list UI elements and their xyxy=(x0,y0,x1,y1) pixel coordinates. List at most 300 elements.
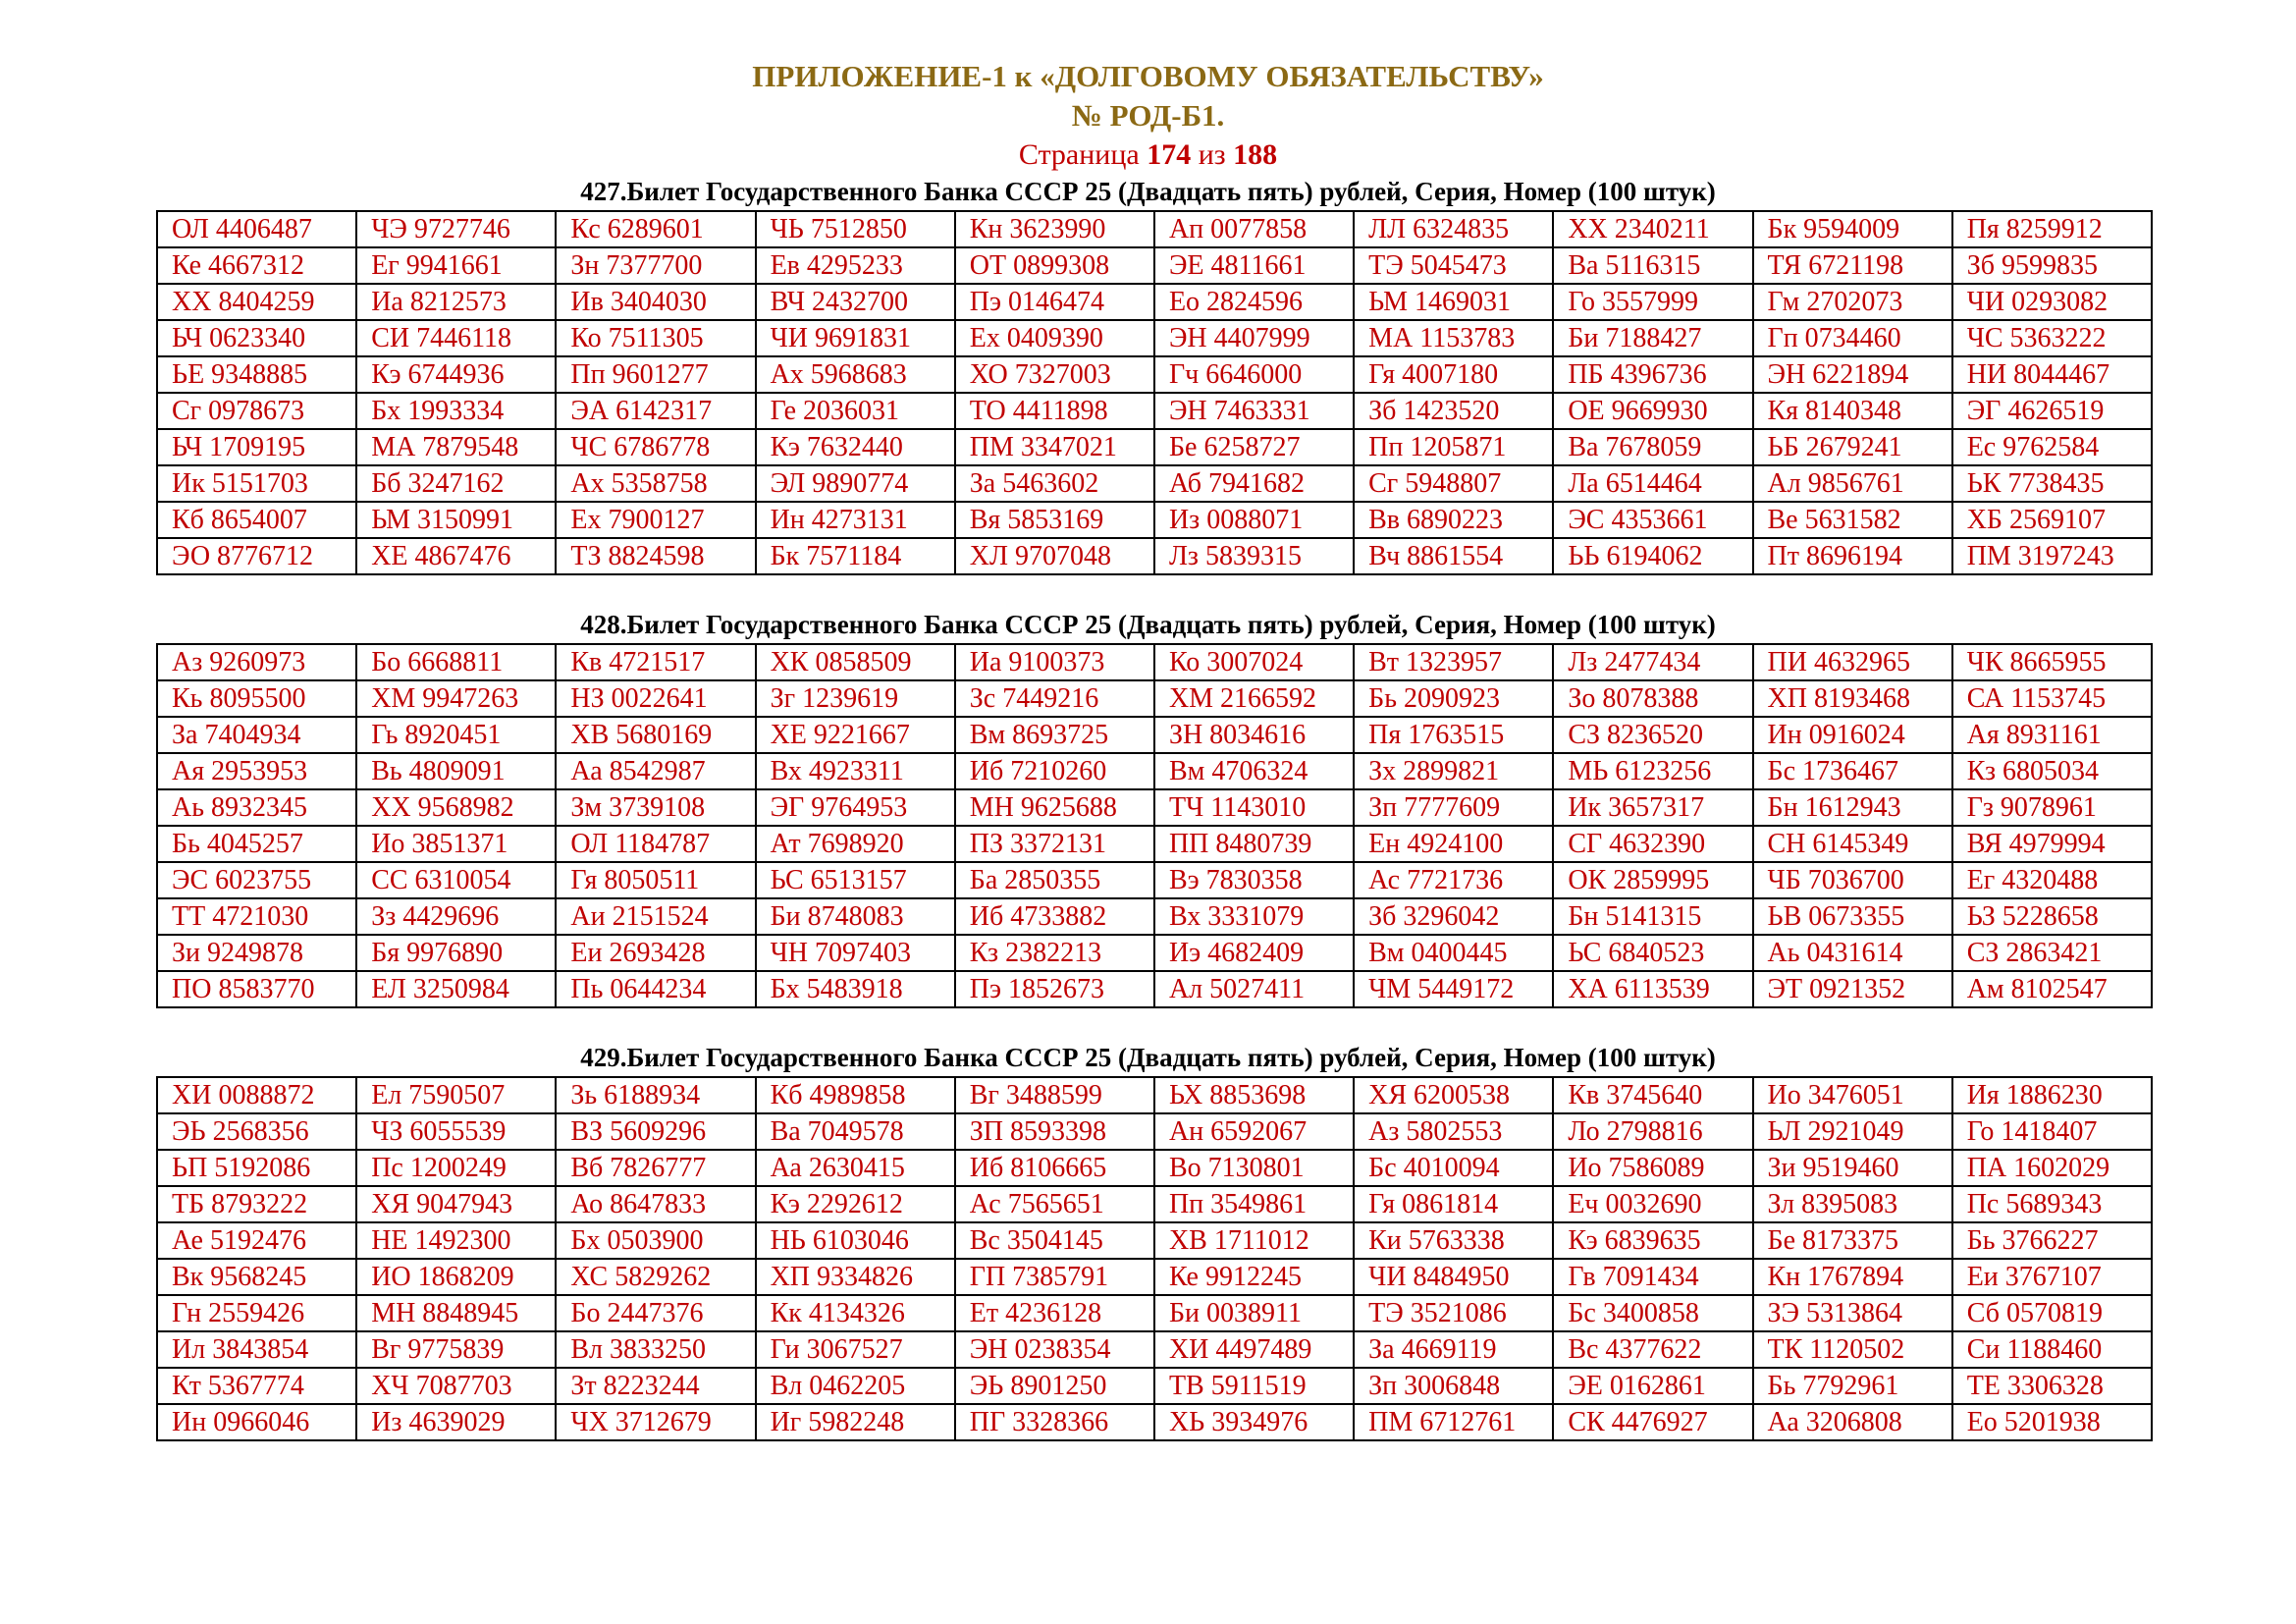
serial-number-cell: ОТ 0899308 xyxy=(955,247,1154,284)
serial-number-cell: Ио 3476051 xyxy=(1753,1077,1952,1113)
serial-number-cell: ХЕ 4867476 xyxy=(356,538,556,574)
page-prefix: Страница xyxy=(1018,138,1148,171)
serial-number-cell: ЭН 0238354 xyxy=(955,1331,1154,1368)
serial-number-cell: ЛЛ 6324835 xyxy=(1354,211,1553,247)
serial-number-cell: Ас 7565651 xyxy=(955,1186,1154,1222)
serial-number-cell: Ик 5151703 xyxy=(157,465,356,502)
serial-number-cell: Лз 5839315 xyxy=(1154,538,1354,574)
serial-number-cell: МЬ 6123256 xyxy=(1553,753,1752,789)
table-row xyxy=(157,644,2152,680)
serial-number-cell: Пп 1205871 xyxy=(1354,429,1553,465)
serial-number-cell: ЧК 8665955 xyxy=(1952,644,2152,680)
serial-number-cell: Вг 9775839 xyxy=(356,1331,556,1368)
serial-number-cell: Зл 8395083 xyxy=(1753,1186,1952,1222)
table-row xyxy=(157,320,2152,356)
serial-number-cell: Ая 8931161 xyxy=(1952,717,2152,753)
serial-number-cell: ВЗ 5609296 xyxy=(556,1113,755,1150)
serial-number-cell: Кт 5367774 xyxy=(157,1368,356,1404)
serial-number-cell: Иб 4733882 xyxy=(955,898,1154,935)
serial-number-cell: Бь 3766227 xyxy=(1952,1222,2152,1259)
serial-number-cell: Зс 7449216 xyxy=(955,680,1154,717)
serial-number-cell: ЭС 4353661 xyxy=(1553,502,1752,538)
serial-number-cell: ЧЗ 6055539 xyxy=(356,1113,556,1150)
serial-number-cell: Еи 2693428 xyxy=(556,935,755,971)
serial-number-cell: Кь 8095500 xyxy=(157,680,356,717)
serial-number-cell: Ес 9762584 xyxy=(1952,429,2152,465)
serial-number-cell: ЬЕ 9348885 xyxy=(157,356,356,393)
serial-number-cell: ХЬ 3934976 xyxy=(1154,1404,1354,1440)
serial-number-cell: За 4669119 xyxy=(1354,1331,1553,1368)
serial-number-cell: Гн 2559426 xyxy=(157,1295,356,1331)
serial-number-cell: Пс 1200249 xyxy=(356,1150,556,1186)
table-row xyxy=(157,1331,2152,1368)
serial-number-cell: ЬЬ 6194062 xyxy=(1553,538,1752,574)
serial-number-cell: ЬМ 1469031 xyxy=(1354,284,1553,320)
serial-number-cell: ХО 7327003 xyxy=(955,356,1154,393)
serial-number-cell: ХХ 9568982 xyxy=(356,789,556,826)
serial-number-cell: Ив 3404030 xyxy=(556,284,755,320)
serial-number-cell: ЕЛ 3250984 xyxy=(356,971,556,1007)
serial-number-cell: ИО 1868209 xyxy=(356,1259,556,1295)
serial-number-cell: Аз 5802553 xyxy=(1354,1113,1553,1150)
serial-number-cell: ЭН 4407999 xyxy=(1154,320,1354,356)
serial-number-cell: НИ 8044467 xyxy=(1952,356,2152,393)
banknote-table xyxy=(156,1076,2153,1441)
table-row xyxy=(157,680,2152,717)
serial-number-cell: ТЧ 1143010 xyxy=(1154,789,1354,826)
serial-number-cell: Вэ 7830358 xyxy=(1154,862,1354,898)
serial-number-cell: СС 6310054 xyxy=(356,862,556,898)
serial-number-cell: ТЕ 3306328 xyxy=(1952,1368,2152,1404)
serial-number-cell: Аи 2151524 xyxy=(556,898,755,935)
serial-number-cell: ПГ 3328366 xyxy=(955,1404,1154,1440)
serial-number-cell: ЧМ 5449172 xyxy=(1354,971,1553,1007)
serial-number-cell: ТВ 5911519 xyxy=(1154,1368,1354,1404)
serial-number-cell: Бо 6668811 xyxy=(356,644,556,680)
serial-number-cell: Вт 1323957 xyxy=(1354,644,1553,680)
serial-number-cell: Бс 4010094 xyxy=(1354,1150,1553,1186)
serial-number-cell: ЭН 6221894 xyxy=(1753,356,1952,393)
serial-number-cell: Ке 9912245 xyxy=(1154,1259,1354,1295)
serial-number-cell: МН 9625688 xyxy=(955,789,1154,826)
serial-number-cell: ЬХ 8853698 xyxy=(1154,1077,1354,1113)
serial-number-cell: ХХ 8404259 xyxy=(157,284,356,320)
serial-number-cell: Ге 2036031 xyxy=(756,393,955,429)
serial-number-cell: ХВ 5680169 xyxy=(556,717,755,753)
serial-number-cell: Пэ 0146474 xyxy=(955,284,1154,320)
serial-number-cell: Сг 5948807 xyxy=(1354,465,1553,502)
serial-number-cell: Зп 3006848 xyxy=(1354,1368,1553,1404)
serial-number-cell: Ег 9941661 xyxy=(356,247,556,284)
serial-number-cell: СК 4476927 xyxy=(1553,1404,1752,1440)
serial-number-cell: Ае 5192476 xyxy=(157,1222,356,1259)
serial-number-cell: Аь 0431614 xyxy=(1753,935,1952,971)
serial-number-cell: Вч 8861554 xyxy=(1354,538,1553,574)
serial-number-cell: Би 7188427 xyxy=(1553,320,1752,356)
serial-number-cell: ОЛ 4406487 xyxy=(157,211,356,247)
serial-number-cell: Зз 4429696 xyxy=(356,898,556,935)
serial-number-cell: Ат 7698920 xyxy=(756,826,955,862)
serial-number-cell: Кб 4989858 xyxy=(756,1077,955,1113)
table-row xyxy=(157,393,2152,429)
table-row xyxy=(157,1077,2152,1113)
serial-number-cell: Ин 0916024 xyxy=(1753,717,1952,753)
table-row xyxy=(157,1295,2152,1331)
serial-number-cell: ЧИ 9691831 xyxy=(756,320,955,356)
table-row xyxy=(157,502,2152,538)
serial-number-cell: Зб 9599835 xyxy=(1952,247,2152,284)
serial-number-cell: Вм 8693725 xyxy=(955,717,1154,753)
serial-number-cell: Го 1418407 xyxy=(1952,1113,2152,1150)
serial-number-cell: Пп 9601277 xyxy=(556,356,755,393)
serial-number-cell: Ас 7721736 xyxy=(1354,862,1553,898)
serial-number-cell: ОЕ 9669930 xyxy=(1553,393,1752,429)
table-row xyxy=(157,1186,2152,1222)
serial-number-cell: ЭЕ 4811661 xyxy=(1154,247,1354,284)
banknote-table xyxy=(156,210,2153,575)
serial-number-cell: СГ 4632390 xyxy=(1553,826,1752,862)
serial-number-cell: ХЯ 6200538 xyxy=(1354,1077,1553,1113)
serial-number-cell: Ап 0077858 xyxy=(1154,211,1354,247)
serial-number-cell: Гя 8050511 xyxy=(556,862,755,898)
table-row xyxy=(157,898,2152,935)
serial-number-cell: Ва 7678059 xyxy=(1553,429,1752,465)
serial-number-cell: Кк 4134326 xyxy=(756,1295,955,1331)
serial-number-cell: Зм 3739108 xyxy=(556,789,755,826)
serial-number-cell: Вь 4809091 xyxy=(356,753,556,789)
serial-number-cell: ПБ 4396736 xyxy=(1553,356,1752,393)
serial-number-cell: ЧС 5363222 xyxy=(1952,320,2152,356)
serial-number-cell: Зо 8078388 xyxy=(1553,680,1752,717)
serial-number-cell: ЬЧ 0623340 xyxy=(157,320,356,356)
serial-number-cell: ПМ 6712761 xyxy=(1354,1404,1553,1440)
serial-number-cell: ПМ 3197243 xyxy=(1952,538,2152,574)
serial-number-cell: ЭН 7463331 xyxy=(1154,393,1354,429)
table-row xyxy=(157,1222,2152,1259)
table-row xyxy=(157,971,2152,1007)
serial-number-cell: ЬК 7738435 xyxy=(1952,465,2152,502)
serial-number-cell: Иг 5982248 xyxy=(756,1404,955,1440)
serial-number-cell: Еи 3767107 xyxy=(1952,1259,2152,1295)
serial-number-cell: НЕ 1492300 xyxy=(356,1222,556,1259)
appendix-title: ПРИЛОЖЕНИЕ-1 к «ДОЛГОВОМУ ОБЯЗАТЕЛЬСТВУ» xyxy=(752,59,1544,93)
serial-number-cell: ХЛ 9707048 xyxy=(955,538,1154,574)
serial-number-cell: ЬП 5192086 xyxy=(157,1150,356,1186)
serial-number-cell: ЬС 6513157 xyxy=(756,862,955,898)
serial-number-cell: Аа 3206808 xyxy=(1753,1404,1952,1440)
serial-number-cell: ТЯ 6721198 xyxy=(1753,247,1952,284)
serial-number-cell: Вл 3833250 xyxy=(556,1331,755,1368)
table-row xyxy=(157,789,2152,826)
serial-number-cell: ХА 6113539 xyxy=(1553,971,1752,1007)
serial-number-cell: Кн 3623990 xyxy=(955,211,1154,247)
table-row xyxy=(157,717,2152,753)
serial-number-cell: Пя 8259912 xyxy=(1952,211,2152,247)
serial-number-cell: ЭТ 0921352 xyxy=(1753,971,1952,1007)
serial-number-cell: Пя 1763515 xyxy=(1354,717,1553,753)
serial-number-cell: Во 7130801 xyxy=(1154,1150,1354,1186)
serial-number-cell: ЧБ 7036700 xyxy=(1753,862,1952,898)
serial-number-cell: ПИ 4632965 xyxy=(1753,644,1952,680)
serial-number-cell: Би 8748083 xyxy=(756,898,955,935)
serial-number-cell: СЗ 8236520 xyxy=(1553,717,1752,753)
serial-number-cell: Вс 4377622 xyxy=(1553,1331,1752,1368)
serial-number-cell: Ая 2953953 xyxy=(157,753,356,789)
serial-number-cell: ЬВ 0673355 xyxy=(1753,898,1952,935)
serial-number-cell: ЗН 8034616 xyxy=(1154,717,1354,753)
serial-number-cell: Бе 8173375 xyxy=(1753,1222,1952,1259)
serial-number-cell: Бь 7792961 xyxy=(1753,1368,1952,1404)
serial-number-cell: Ег 4320488 xyxy=(1952,862,2152,898)
serial-number-cell: Ин 0966046 xyxy=(157,1404,356,1440)
serial-number-cell: Ба 2850355 xyxy=(955,862,1154,898)
serial-number-cell: Бе 6258727 xyxy=(1154,429,1354,465)
serial-number-cell: Ен 4924100 xyxy=(1354,826,1553,862)
serial-number-cell: Бк 9594009 xyxy=(1753,211,1952,247)
table-row xyxy=(157,1368,2152,1404)
serial-number-cell: Ам 8102547 xyxy=(1952,971,2152,1007)
serial-number-cell: Ех 0409390 xyxy=(955,320,1154,356)
serial-number-cell: Бс 3400858 xyxy=(1553,1295,1752,1331)
serial-number-cell: Аа 2630415 xyxy=(756,1150,955,1186)
serial-number-cell: Бб 3247162 xyxy=(356,465,556,502)
serial-number-cell: ЧН 7097403 xyxy=(756,935,955,971)
serial-number-cell: ЗЭ 5313864 xyxy=(1753,1295,1952,1331)
serial-number-cell: Ко 3007024 xyxy=(1154,644,1354,680)
serial-number-cell: Вл 0462205 xyxy=(756,1368,955,1404)
serial-number-cell: ЬБ 2679241 xyxy=(1753,429,1952,465)
serial-number-cell: ХВ 1711012 xyxy=(1154,1222,1354,1259)
table-row xyxy=(157,753,2152,789)
serial-number-cell: Ко 7511305 xyxy=(556,320,755,356)
serial-number-cell: Пь 0644234 xyxy=(556,971,755,1007)
table-row xyxy=(157,284,2152,320)
serial-number-cell: ХХ 2340211 xyxy=(1553,211,1752,247)
serial-number-cell: Вб 7826777 xyxy=(556,1150,755,1186)
serial-number-cell: Вм 0400445 xyxy=(1354,935,1553,971)
serial-number-cell: ПО 8583770 xyxy=(157,971,356,1007)
table-row xyxy=(157,538,2152,574)
serial-number-cell: Из 0088071 xyxy=(1154,502,1354,538)
table-row xyxy=(157,356,2152,393)
serial-number-cell: Бо 2447376 xyxy=(556,1295,755,1331)
serial-number-cell: За 7404934 xyxy=(157,717,356,753)
serial-number-cell: Зб 1423520 xyxy=(1354,393,1553,429)
serial-number-cell: Зь 6188934 xyxy=(556,1077,755,1113)
serial-number-cell: Ин 4273131 xyxy=(756,502,955,538)
serial-number-cell: Бс 1736467 xyxy=(1753,753,1952,789)
serial-number-cell: Бх 0503900 xyxy=(556,1222,755,1259)
serial-number-cell: ТО 4411898 xyxy=(955,393,1154,429)
table-row xyxy=(157,935,2152,971)
serial-number-cell: ЭЕ 0162861 xyxy=(1553,1368,1752,1404)
serial-number-cell: Вх 3331079 xyxy=(1154,898,1354,935)
serial-number-cell: ВЧ 2432700 xyxy=(756,284,955,320)
serial-number-cell: Кс 6289601 xyxy=(556,211,755,247)
serial-number-cell: ПА 1602029 xyxy=(1952,1150,2152,1186)
serial-number-cell: НЬ 6103046 xyxy=(756,1222,955,1259)
serial-number-cell: ЬЛ 2921049 xyxy=(1753,1113,1952,1150)
serial-number-cell: Бх 1993334 xyxy=(356,393,556,429)
document-number: № РОД-Б1. xyxy=(1071,98,1225,133)
serial-number-cell: Вг 3488599 xyxy=(955,1077,1154,1113)
serial-number-cell: Зи 9249878 xyxy=(157,935,356,971)
serial-number-cell: Вв 6890223 xyxy=(1354,502,1553,538)
serial-number-cell: Гя 0861814 xyxy=(1354,1186,1553,1222)
serial-number-cell: ЭО 8776712 xyxy=(157,538,356,574)
serial-number-cell: Кб 8654007 xyxy=(157,502,356,538)
serial-number-cell: Иа 9100373 xyxy=(955,644,1154,680)
serial-number-cell: ТЭ 3521086 xyxy=(1354,1295,1553,1331)
table-row xyxy=(157,465,2152,502)
serial-number-cell: МА 1153783 xyxy=(1354,320,1553,356)
serial-number-cell: ОЛ 1184787 xyxy=(556,826,755,862)
serial-number-cell: ХЧ 7087703 xyxy=(356,1368,556,1404)
serial-number-cell: ХК 0858509 xyxy=(756,644,955,680)
serial-number-cell: ХМ 2166592 xyxy=(1154,680,1354,717)
serial-number-cell: Кн 1767894 xyxy=(1753,1259,1952,1295)
serial-number-cell: ТТ 4721030 xyxy=(157,898,356,935)
serial-number-cell: Ел 7590507 xyxy=(356,1077,556,1113)
section-title: 429.Билет Государственного Банка СССР 25 (Двадцать пять) рублей, Серия, Номер (100 штук) xyxy=(580,1043,1716,1072)
serial-number-cell: ЭЛ 9890774 xyxy=(756,465,955,502)
serial-number-cell: ХИ 4497489 xyxy=(1154,1331,1354,1368)
serial-number-cell: Аа 8542987 xyxy=(556,753,755,789)
serial-number-cell: Гв 7091434 xyxy=(1553,1259,1752,1295)
page-indicator xyxy=(0,135,2296,175)
table-row xyxy=(157,211,2152,247)
serial-number-cell: ХЕ 9221667 xyxy=(756,717,955,753)
serial-number-cell: Зи 9519460 xyxy=(1753,1150,1952,1186)
serial-number-cell: ЬС 6840523 xyxy=(1553,935,1752,971)
serial-number-cell: Кэ 6744936 xyxy=(356,356,556,393)
serial-number-cell: ЧЬ 7512850 xyxy=(756,211,955,247)
serial-number-cell: Ио 3851371 xyxy=(356,826,556,862)
serial-number-cell: Ик 3657317 xyxy=(1553,789,1752,826)
table-row xyxy=(157,1150,2152,1186)
serial-number-cell: Кз 2382213 xyxy=(955,935,1154,971)
serial-number-cell: ОК 2859995 xyxy=(1553,862,1752,898)
serial-number-cell: Ла 6514464 xyxy=(1553,465,1752,502)
serial-number-cell: ХЯ 9047943 xyxy=(356,1186,556,1222)
serial-number-cell: Вх 4923311 xyxy=(756,753,955,789)
serial-number-cell: Бн 1612943 xyxy=(1753,789,1952,826)
serial-number-cell: Аз 9260973 xyxy=(157,644,356,680)
serial-number-cell: ХП 9334826 xyxy=(756,1259,955,1295)
page-total: 188 xyxy=(1233,138,1278,171)
serial-number-cell: ТЗ 8824598 xyxy=(556,538,755,574)
serial-number-cell: Зт 8223244 xyxy=(556,1368,755,1404)
serial-number-cell: Зб 3296042 xyxy=(1354,898,1553,935)
serial-number-cell: Ан 6592067 xyxy=(1154,1113,1354,1150)
serial-number-cell: Иб 7210260 xyxy=(955,753,1154,789)
serial-number-cell: Ех 7900127 xyxy=(556,502,755,538)
serial-number-cell: Ги 3067527 xyxy=(756,1331,955,1368)
serial-number-cell: Ео 2824596 xyxy=(1154,284,1354,320)
section-title: 427.Билет Государственного Банка СССР 25 (Двадцать пять) рублей, Серия, Номер (100 штук) xyxy=(580,177,1716,206)
serial-number-cell: Вк 9568245 xyxy=(157,1259,356,1295)
serial-number-cell: Бь 2090923 xyxy=(1354,680,1553,717)
serial-number-cell: Ва 5116315 xyxy=(1553,247,1752,284)
serial-number-cell: Кз 6805034 xyxy=(1952,753,2152,789)
serial-number-cell: ЭГ 9764953 xyxy=(756,789,955,826)
serial-number-cell: За 5463602 xyxy=(955,465,1154,502)
serial-number-cell: ТБ 8793222 xyxy=(157,1186,356,1222)
serial-number-cell: Бн 5141315 xyxy=(1553,898,1752,935)
table-row xyxy=(157,247,2152,284)
serial-number-cell: Ао 8647833 xyxy=(556,1186,755,1222)
serial-number-cell: Кв 3745640 xyxy=(1553,1077,1752,1113)
serial-number-cell: ЧИ 8484950 xyxy=(1354,1259,1553,1295)
serial-number-cell: Ва 7049578 xyxy=(756,1113,955,1150)
serial-number-cell: Си 1188460 xyxy=(1952,1331,2152,1368)
page-mid: из xyxy=(1191,138,1234,171)
serial-number-cell: Ве 5631582 xyxy=(1753,502,1952,538)
serial-number-cell: МА 7879548 xyxy=(356,429,556,465)
serial-number-cell: Кя 8140348 xyxy=(1753,393,1952,429)
serial-number-cell: Би 0038911 xyxy=(1154,1295,1354,1331)
serial-number-cell: ПМ 3347021 xyxy=(955,429,1154,465)
table-row xyxy=(157,429,2152,465)
serial-number-cell: ЧС 6786778 xyxy=(556,429,755,465)
serial-number-cell: Аь 8932345 xyxy=(157,789,356,826)
serial-number-cell: ХМ 9947263 xyxy=(356,680,556,717)
serial-number-cell: Сг 0978673 xyxy=(157,393,356,429)
serial-number-cell: ХИ 0088872 xyxy=(157,1077,356,1113)
table-row xyxy=(157,1259,2152,1295)
serial-number-cell: ЗП 8593398 xyxy=(955,1113,1154,1150)
serial-number-cell: Из 4639029 xyxy=(356,1404,556,1440)
serial-number-cell: ЭГ 4626519 xyxy=(1952,393,2152,429)
table-row xyxy=(157,1404,2152,1440)
table-row xyxy=(157,826,2152,862)
serial-number-cell: Ке 4667312 xyxy=(157,247,356,284)
serial-number-cell: ПП 8480739 xyxy=(1154,826,1354,862)
serial-number-cell: Иэ 4682409 xyxy=(1154,935,1354,971)
serial-number-cell: Кв 4721517 xyxy=(556,644,755,680)
serial-number-cell: Зг 1239619 xyxy=(756,680,955,717)
serial-number-cell: ХБ 2569107 xyxy=(1952,502,2152,538)
serial-number-cell: ЭА 6142317 xyxy=(556,393,755,429)
serial-number-cell: СН 6145349 xyxy=(1753,826,1952,862)
serial-number-cell: ЭЬ 2568356 xyxy=(157,1113,356,1150)
serial-number-cell: ТЭ 5045473 xyxy=(1354,247,1553,284)
serial-number-cell: Гя 4007180 xyxy=(1354,356,1553,393)
serial-number-cell: ЧЭ 9727746 xyxy=(356,211,556,247)
serial-number-cell: Ио 7586089 xyxy=(1553,1150,1752,1186)
serial-number-cell: Вс 3504145 xyxy=(955,1222,1154,1259)
serial-number-cell: ВЯ 4979994 xyxy=(1952,826,2152,862)
serial-number-cell: ПЗ 3372131 xyxy=(955,826,1154,862)
serial-number-cell: Ео 5201938 xyxy=(1952,1404,2152,1440)
serial-number-cell: Ки 5763338 xyxy=(1354,1222,1553,1259)
serial-number-cell: Бк 7571184 xyxy=(756,538,955,574)
serial-number-cell: Ия 1886230 xyxy=(1952,1077,2152,1113)
serial-number-cell: Бя 9976890 xyxy=(356,935,556,971)
serial-number-cell: Иа 8212573 xyxy=(356,284,556,320)
serial-number-cell: ЧХ 3712679 xyxy=(556,1404,755,1440)
page-current: 174 xyxy=(1147,138,1192,171)
serial-number-cell: ТК 1120502 xyxy=(1753,1331,1952,1368)
serial-number-cell: Зп 7777609 xyxy=(1354,789,1553,826)
serial-number-cell: СЗ 2863421 xyxy=(1952,935,2152,971)
serial-number-cell: Гм 2702073 xyxy=(1753,284,1952,320)
serial-number-cell: ЭЬ 8901250 xyxy=(955,1368,1154,1404)
serial-number-cell: Лз 2477434 xyxy=(1553,644,1752,680)
serial-number-cell: ЭС 6023755 xyxy=(157,862,356,898)
serial-number-cell: Бх 5483918 xyxy=(756,971,955,1007)
table-row xyxy=(157,862,2152,898)
